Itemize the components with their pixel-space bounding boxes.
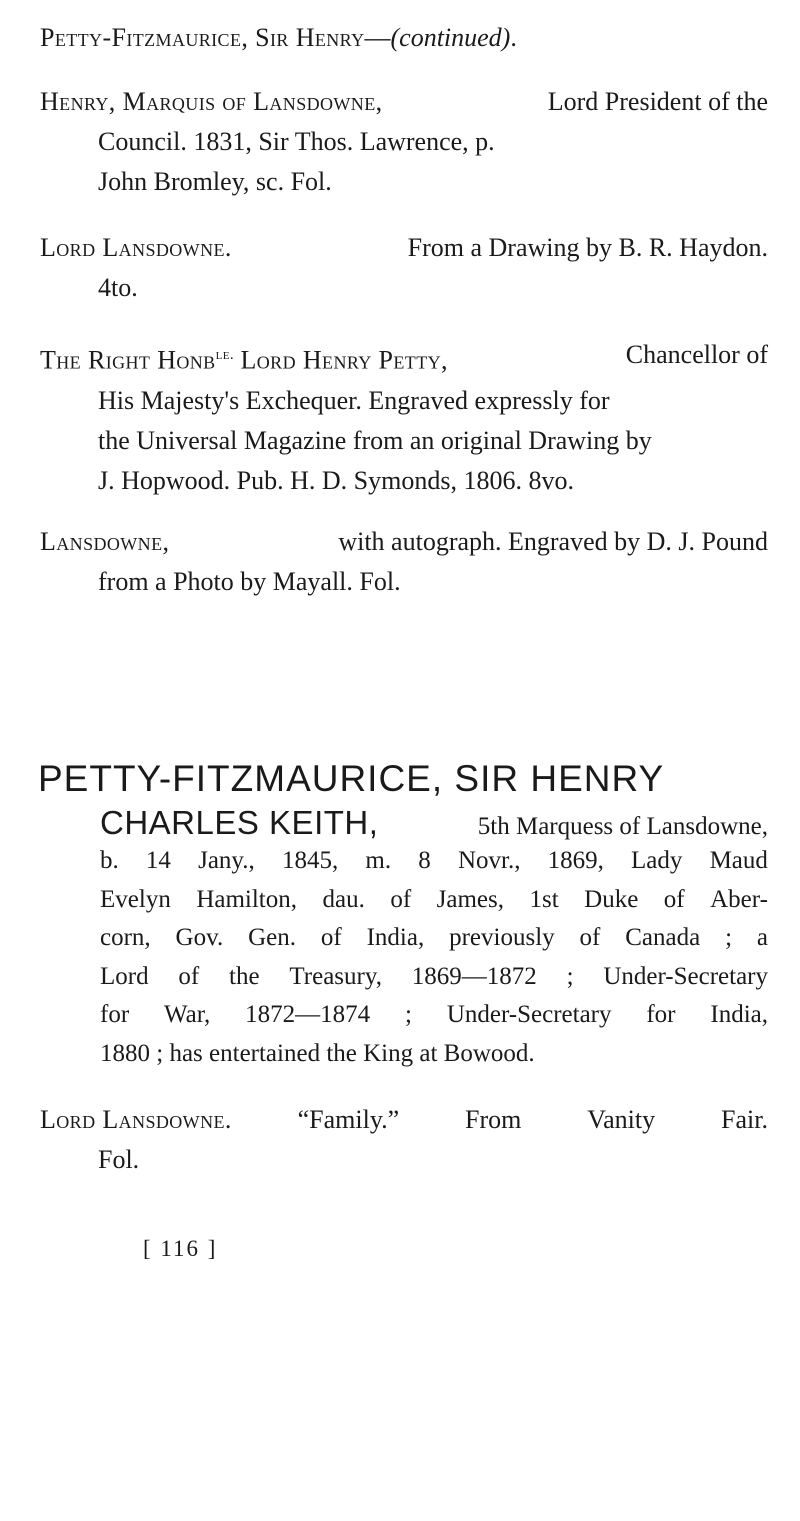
- word: the: [229, 962, 260, 990]
- entry-title-superscript: le.: [215, 347, 234, 363]
- word: 14: [145, 847, 171, 874]
- portrait-entry: [40, 82, 768, 202]
- word: India,: [366, 924, 425, 951]
- word: previously: [449, 924, 555, 951]
- word: 1st: [529, 885, 559, 913]
- portrait-entry: [40, 335, 768, 501]
- entry-title: Lansdowne,: [40, 527, 170, 556]
- word: Aber-: [710, 885, 768, 913]
- word: 1869,: [547, 847, 604, 874]
- word: 1869—1872: [411, 962, 537, 990]
- word: War,: [164, 1001, 211, 1028]
- word: Hamilton,: [196, 885, 297, 913]
- word: Canada: [625, 924, 701, 951]
- entry-text: Chancellor of: [625, 340, 768, 369]
- running-head: [40, 20, 517, 56]
- entry-text: Fair.: [721, 1105, 768, 1134]
- entry-line: His Majesty's Exchequer. Engraved expressly for: [98, 385, 610, 415]
- word: Novr.,: [457, 847, 521, 874]
- entry-line: John Bromley, sc. Fol.: [98, 167, 332, 196]
- word: for: [646, 1001, 676, 1028]
- entry-line: [40, 335, 768, 381]
- entry-line: [40, 228, 768, 268]
- word: Gov.: [175, 924, 224, 951]
- word: India,: [710, 1001, 768, 1028]
- subject-heading-name: CHARLES KEITH,: [100, 804, 379, 841]
- word: of: [178, 962, 200, 990]
- bio-line: [100, 842, 768, 881]
- entry-line: [40, 522, 768, 562]
- entry-text: with autograph. Engraved by D. J. Pound: [338, 527, 768, 556]
- entry-line: Council. 1831, Sir Thos. Lawrence, p.: [98, 127, 495, 156]
- word: Treasury,: [289, 962, 382, 990]
- word: dau.: [322, 885, 365, 913]
- word: Maud: [709, 847, 768, 874]
- entry-text: From: [465, 1105, 522, 1134]
- word: m.: [365, 847, 392, 874]
- bio-line: [100, 881, 768, 920]
- word: Gen.: [248, 924, 297, 951]
- entry-line: 4to.: [98, 273, 138, 302]
- word: of: [663, 885, 685, 913]
- word: Under-Secretary: [446, 1001, 612, 1028]
- word: 8: [418, 847, 431, 874]
- entry-title: Lord Lansdowne.: [40, 233, 232, 262]
- word: Under-Secretary: [603, 962, 768, 990]
- portrait-entry: [40, 522, 768, 602]
- subject-heading-title: 5th Marquess of Lansdowne,: [477, 813, 768, 840]
- portrait-entry: [40, 228, 768, 308]
- subject-biography: [38, 842, 768, 1073]
- entry-text: Vanity: [587, 1105, 656, 1134]
- bio-line: [100, 919, 768, 958]
- word: Jany.,: [198, 847, 255, 874]
- entry-text: Lord President of the: [547, 87, 768, 116]
- word: Lord: [100, 962, 149, 990]
- entry-line: Fol.: [98, 1145, 140, 1174]
- bio-line: 1880 ; has entertained the King at Bowood.: [100, 1039, 535, 1067]
- entry-line: [40, 1100, 768, 1140]
- entry-title: Henry, Marquis of Lansdowne,: [40, 87, 383, 116]
- word: Duke: [584, 885, 639, 913]
- entry-title: The Right Honb: [40, 345, 216, 375]
- entry-title: Lord Lansdowne.: [40, 1105, 232, 1134]
- word: Evelyn: [100, 885, 171, 913]
- entry-line: the Universal Magazine from an original Drawing by: [98, 425, 652, 455]
- word: of: [579, 924, 601, 951]
- bio-line: [100, 958, 768, 997]
- entry-title: Lord Henry Petty,: [240, 345, 448, 375]
- word: corn,: [100, 924, 151, 951]
- word: of: [320, 924, 342, 951]
- entry-quote: “Family.”: [297, 1105, 400, 1134]
- page-number: [ 116 ]: [143, 1236, 218, 1261]
- subject-heading: PETTY-FITZMAURICE, SIR HENRY: [38, 758, 665, 799]
- word: James,: [436, 885, 504, 913]
- word: 1872—1874: [245, 1001, 371, 1028]
- running-head-dash: —: [364, 23, 391, 52]
- running-head-name: Petty-Fitzmaurice, Sir Henry: [40, 23, 365, 52]
- word: ;: [405, 1001, 412, 1028]
- word: b.: [100, 847, 119, 874]
- word: for: [100, 1001, 130, 1028]
- entry-line: from a Photo by Mayall. Fol.: [98, 567, 401, 596]
- word: 1845,: [281, 847, 339, 874]
- entry-text: From a Drawing by B. R. Haydon.: [407, 233, 768, 262]
- bio-line: [100, 996, 768, 1035]
- entry-line: J. Hopwood. Pub. H. D. Symonds, 1806. 8vo.: [98, 465, 574, 495]
- word: ;: [566, 962, 574, 990]
- word: ;: [725, 924, 733, 951]
- running-head-period: .: [510, 23, 517, 52]
- subject-block: [38, 756, 768, 1073]
- word: Lady: [631, 847, 683, 874]
- entry-line: [40, 82, 768, 122]
- running-head-continued: (continued): [390, 23, 511, 52]
- portrait-entry: [40, 1100, 768, 1180]
- word: of: [390, 885, 412, 913]
- subject-heading-continued: [38, 804, 768, 842]
- word: a: [756, 924, 768, 951]
